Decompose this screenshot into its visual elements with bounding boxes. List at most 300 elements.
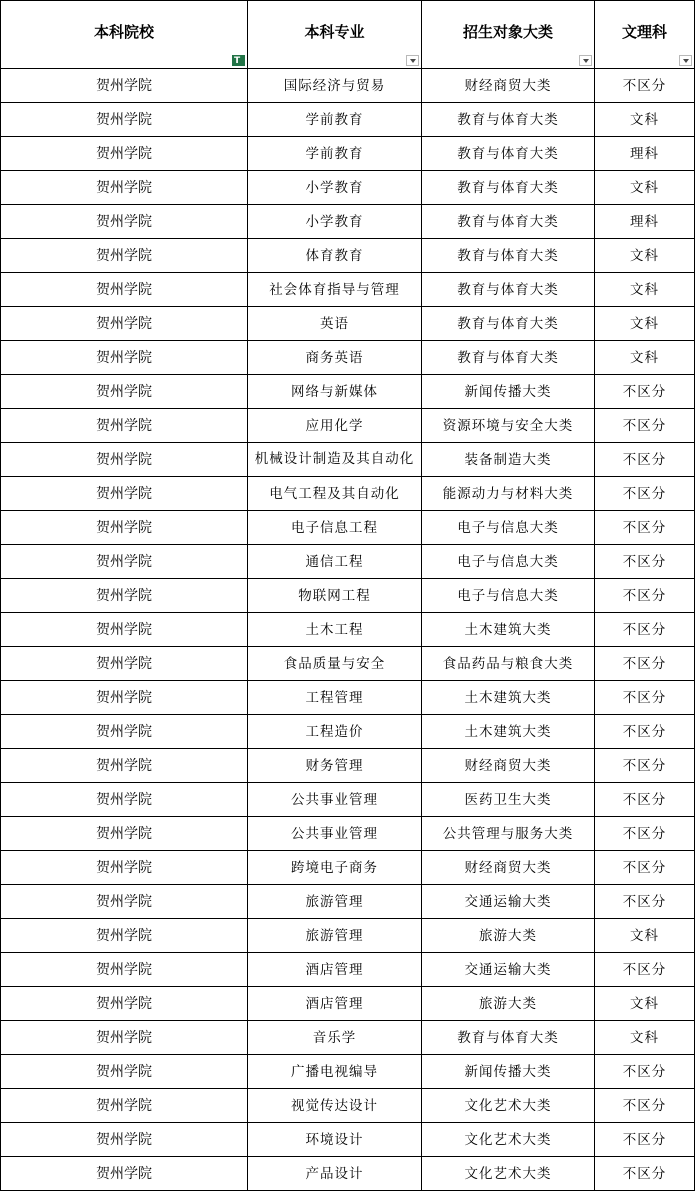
cell-major[interactable]: [248, 341, 422, 375]
cell-text: 不区分: [622, 961, 667, 978]
column-header-school[interactable]: [1, 1, 248, 69]
cell-school[interactable]: [1, 103, 248, 137]
cell-arts-science[interactable]: [595, 987, 695, 1021]
cell-arts-science[interactable]: [595, 1055, 695, 1089]
table-row: [1, 69, 695, 103]
cell-category[interactable]: [422, 545, 595, 579]
cell-arts-science[interactable]: [595, 273, 695, 307]
cell-text: 贺州学院: [96, 111, 152, 128]
cell-category[interactable]: [422, 477, 595, 511]
cell-category[interactable]: [422, 613, 595, 647]
cell-text: 文科: [630, 1029, 659, 1046]
table-row: [1, 137, 695, 171]
cell-arts-science[interactable]: [595, 477, 695, 511]
cell-text: 贺州学院: [96, 145, 152, 162]
cell-school[interactable]: [1, 477, 248, 511]
cell-text: 机械设计制造及其自动化: [254, 451, 415, 467]
cell-text: 学前教育: [305, 145, 364, 162]
cell-school[interactable]: [1, 919, 248, 953]
cell-arts-science[interactable]: [595, 103, 695, 137]
filter-active-icon[interactable]: [232, 55, 245, 66]
table-row: [1, 273, 695, 307]
cell-text: 旅游管理: [305, 927, 364, 944]
cell-text: 财经商贸大类: [464, 77, 552, 94]
table-row: [1, 1157, 695, 1191]
dropdown-arrow-icon[interactable]: [679, 55, 692, 66]
cell-text: 贺州学院: [96, 213, 152, 230]
cell-text: 贺州学院: [96, 281, 152, 298]
cell-major[interactable]: [248, 851, 422, 885]
cell-school[interactable]: [1, 1123, 248, 1157]
table-row: [1, 341, 695, 375]
cell-text: 食品药品与粮食大类: [442, 655, 574, 672]
cell-category[interactable]: [422, 783, 595, 817]
table-row: [1, 1123, 695, 1157]
cell-text: 电气工程及其自动化: [269, 485, 400, 502]
cell-school[interactable]: [1, 375, 248, 409]
cell-arts-science[interactable]: [595, 545, 695, 579]
cell-school[interactable]: [1, 783, 248, 817]
cell-arts-science[interactable]: [595, 783, 695, 817]
cell-school[interactable]: [1, 1055, 248, 1089]
cell-text: 应用化学: [305, 417, 364, 434]
cell-text: 不区分: [622, 485, 667, 502]
table-row: [1, 171, 695, 205]
cell-text: 小学教育: [305, 179, 364, 196]
cell-major[interactable]: [248, 205, 422, 239]
cell-category[interactable]: [422, 341, 595, 375]
table-row: [1, 1021, 695, 1055]
cell-category[interactable]: [422, 647, 595, 681]
cell-text: 贺州学院: [96, 1063, 152, 1080]
cell-major[interactable]: [248, 1123, 422, 1157]
cell-text: 贺州学院: [96, 247, 152, 264]
cell-major[interactable]: [248, 1021, 422, 1055]
table-row: [1, 885, 695, 919]
cell-text: 财经商贸大类: [464, 859, 552, 876]
cell-text: 贺州学院: [96, 859, 152, 876]
cell-text: 文科: [630, 179, 659, 196]
cell-major[interactable]: [248, 579, 422, 613]
column-header-label: 本科专业: [304, 23, 365, 41]
cell-category[interactable]: [422, 69, 595, 103]
cell-category[interactable]: [422, 749, 595, 783]
cell-text: 电子信息工程: [291, 519, 378, 536]
table-row: [1, 647, 695, 681]
cell-text: 社会体育指导与管理: [269, 281, 400, 298]
cell-major[interactable]: [248, 987, 422, 1021]
filter-glyph: T: [234, 56, 241, 66]
cell-text: 贺州学院: [96, 77, 152, 94]
cell-text: 食品质量与安全: [283, 655, 386, 672]
cell-arts-science[interactable]: [595, 1123, 695, 1157]
table-row: [1, 1055, 695, 1089]
cell-category[interactable]: [422, 919, 595, 953]
cell-category[interactable]: [422, 443, 595, 477]
cell-text: 新闻传播大类: [464, 383, 552, 400]
cell-text: 能源动力与材料大类: [442, 485, 574, 502]
table-body: [1, 69, 695, 1191]
cell-school[interactable]: [1, 987, 248, 1021]
cell-text: 贺州学院: [96, 723, 152, 740]
column-header-label: 本科院校: [93, 23, 154, 41]
cell-school[interactable]: [1, 817, 248, 851]
cell-text: 文科: [630, 995, 659, 1012]
cell-school[interactable]: [1, 205, 248, 239]
cell-text: 电子与信息大类: [457, 519, 559, 536]
cell-text: 贺州学院: [96, 893, 152, 910]
dropdown-arrow-icon[interactable]: [579, 55, 592, 66]
cell-school[interactable]: [1, 647, 248, 681]
cell-text: 交通运输大类: [464, 893, 552, 910]
column-header-label: 文理科: [621, 23, 667, 41]
cell-arts-science[interactable]: [595, 171, 695, 205]
dropdown-arrow-icon[interactable]: [406, 55, 419, 66]
cell-text: 学前教育: [305, 111, 364, 128]
cell-school[interactable]: [1, 851, 248, 885]
cell-category[interactable]: [422, 307, 595, 341]
cell-major[interactable]: [248, 443, 422, 477]
cell-text: 网络与新媒体: [291, 383, 378, 400]
cell-category[interactable]: [422, 1123, 595, 1157]
cell-text: 国际经济与贸易: [283, 77, 386, 94]
cell-text: 英语: [320, 315, 349, 332]
cell-text: 不区分: [622, 1063, 667, 1080]
cell-text: 医药卫生大类: [464, 791, 552, 808]
cell-text: 贺州学院: [96, 621, 152, 638]
cell-text: 不区分: [622, 417, 667, 434]
cell-school[interactable]: [1, 1089, 248, 1123]
cell-school[interactable]: [1, 1021, 248, 1055]
cell-text: 财务管理: [305, 757, 364, 774]
table-row: [1, 579, 695, 613]
table-row: [1, 851, 695, 885]
cell-arts-science[interactable]: [595, 137, 695, 171]
cell-school[interactable]: [1, 715, 248, 749]
cell-text: 广播电视编导: [291, 1063, 378, 1080]
cell-school[interactable]: [1, 307, 248, 341]
cell-text: 产品设计: [305, 1165, 364, 1182]
cell-text: 贺州学院: [96, 485, 152, 502]
column-header-label: 招生对象大类: [462, 23, 553, 41]
cell-category[interactable]: [422, 579, 595, 613]
cell-text: 酒店管理: [305, 961, 364, 978]
cell-major[interactable]: [248, 103, 422, 137]
cell-text: 文科: [630, 927, 659, 944]
cell-major[interactable]: [248, 1157, 422, 1191]
cell-text: 不区分: [622, 825, 667, 842]
cell-text: 旅游大类: [479, 995, 537, 1012]
cell-category[interactable]: [422, 817, 595, 851]
cell-arts-science[interactable]: [595, 1089, 695, 1123]
cell-text: 贺州学院: [96, 995, 152, 1012]
cell-text: 贺州学院: [96, 1097, 152, 1114]
cell-text: 商务英语: [305, 349, 364, 366]
table-row: [1, 307, 695, 341]
cell-school[interactable]: [1, 579, 248, 613]
cell-school[interactable]: [1, 681, 248, 715]
cell-school[interactable]: [1, 137, 248, 171]
cell-arts-science[interactable]: [595, 375, 695, 409]
cell-text: 不区分: [622, 723, 667, 740]
header-row: [1, 1, 695, 69]
cell-text: 贺州学院: [96, 791, 152, 808]
cell-text: 贺州学院: [96, 519, 152, 536]
cell-text: 环境设计: [305, 1131, 364, 1148]
cell-category[interactable]: [422, 205, 595, 239]
cell-major[interactable]: [248, 919, 422, 953]
table-row: [1, 681, 695, 715]
cell-text: 不区分: [622, 587, 667, 604]
cell-text: 不区分: [622, 655, 667, 672]
cell-text: 教育与体育大类: [457, 1029, 559, 1046]
cell-school[interactable]: [1, 69, 248, 103]
cell-text: 贺州学院: [96, 349, 152, 366]
cell-text: 公共事业管理: [291, 791, 378, 808]
table-row: [1, 375, 695, 409]
cell-major[interactable]: [248, 885, 422, 919]
cell-category[interactable]: [422, 171, 595, 205]
cell-category[interactable]: [422, 511, 595, 545]
cell-text: 旅游管理: [305, 893, 364, 910]
cell-arts-science[interactable]: [595, 1021, 695, 1055]
cell-major[interactable]: [248, 749, 422, 783]
cell-text: 贺州学院: [96, 825, 152, 842]
cell-arts-science[interactable]: [595, 511, 695, 545]
cell-arts-science[interactable]: [595, 1157, 695, 1191]
cell-text: 公共管理与服务大类: [442, 825, 574, 842]
cell-text: 不区分: [622, 859, 667, 876]
cell-text: 贺州学院: [96, 1165, 152, 1182]
table-row: [1, 749, 695, 783]
cell-text: 不区分: [622, 893, 667, 910]
cell-arts-science[interactable]: [595, 885, 695, 919]
cell-text: 文科: [630, 315, 659, 332]
cell-text: 贺州学院: [96, 1131, 152, 1148]
cell-category[interactable]: [422, 953, 595, 987]
cell-text: 跨境电子商务: [291, 859, 378, 876]
cell-major[interactable]: [248, 477, 422, 511]
cell-text: 土木工程: [305, 621, 364, 638]
cell-school[interactable]: [1, 171, 248, 205]
cell-category[interactable]: [422, 681, 595, 715]
table-row: [1, 205, 695, 239]
cell-text: 不区分: [622, 451, 667, 468]
cell-arts-science[interactable]: [595, 817, 695, 851]
cell-arts-science[interactable]: [595, 341, 695, 375]
cell-major[interactable]: [248, 715, 422, 749]
cell-school[interactable]: [1, 443, 248, 477]
cell-text: 土木建筑大类: [464, 689, 552, 706]
cell-major[interactable]: [248, 817, 422, 851]
cell-arts-science[interactable]: [595, 307, 695, 341]
cell-text: 不区分: [622, 1131, 667, 1148]
cell-major[interactable]: [248, 511, 422, 545]
cell-text: 贺州学院: [96, 315, 152, 332]
cell-text: 工程造价: [305, 723, 364, 740]
cell-school[interactable]: [1, 341, 248, 375]
table-row: [1, 919, 695, 953]
cell-text: 旅游大类: [479, 927, 537, 944]
cell-major[interactable]: [248, 375, 422, 409]
cell-text: 教育与体育大类: [457, 213, 559, 230]
cell-text: 视觉传达设计: [291, 1097, 378, 1114]
cell-major[interactable]: [248, 409, 422, 443]
table-row: [1, 103, 695, 137]
cell-category[interactable]: [422, 1055, 595, 1089]
cell-text: 贺州学院: [96, 689, 152, 706]
cell-text: 电子与信息大类: [457, 587, 559, 604]
cell-school[interactable]: [1, 511, 248, 545]
cell-category[interactable]: [422, 851, 595, 885]
cell-text: 贺州学院: [96, 553, 152, 570]
cell-text: 教育与体育大类: [457, 349, 559, 366]
cell-major[interactable]: [248, 171, 422, 205]
cell-category[interactable]: [422, 273, 595, 307]
cell-school[interactable]: [1, 1157, 248, 1191]
cell-school[interactable]: [1, 273, 248, 307]
table-row: [1, 511, 695, 545]
cell-arts-science[interactable]: [595, 579, 695, 613]
cell-arts-science[interactable]: [595, 715, 695, 749]
column-header-arts-science[interactable]: [595, 1, 695, 69]
cell-text: 不区分: [622, 1097, 667, 1114]
cell-category[interactable]: [422, 715, 595, 749]
cell-text: 理科: [630, 145, 659, 162]
cell-category[interactable]: [422, 239, 595, 273]
table-row: [1, 953, 695, 987]
cell-arts-science[interactable]: [595, 443, 695, 477]
cell-category[interactable]: [422, 137, 595, 171]
cell-text: 音乐学: [312, 1029, 357, 1046]
cell-category[interactable]: [422, 375, 595, 409]
cell-arts-science[interactable]: [595, 613, 695, 647]
cell-major[interactable]: [248, 69, 422, 103]
cell-text: 不区分: [622, 77, 667, 94]
cell-text: 体育教育: [305, 247, 364, 264]
cell-arts-science[interactable]: [595, 69, 695, 103]
cell-major[interactable]: [248, 545, 422, 579]
cell-major[interactable]: [248, 273, 422, 307]
cell-major[interactable]: [248, 1089, 422, 1123]
cell-text: 贺州学院: [96, 451, 152, 468]
cell-major[interactable]: [248, 783, 422, 817]
cell-category[interactable]: [422, 987, 595, 1021]
cell-major[interactable]: [248, 307, 422, 341]
cell-category[interactable]: [422, 409, 595, 443]
cell-text: 不区分: [622, 791, 667, 808]
cell-major[interactable]: [248, 137, 422, 171]
cell-arts-science[interactable]: [595, 647, 695, 681]
cell-school[interactable]: [1, 885, 248, 919]
cell-text: 文科: [630, 111, 659, 128]
cell-category[interactable]: [422, 1021, 595, 1055]
cell-school[interactable]: [1, 749, 248, 783]
cell-text: 贺州学院: [96, 655, 152, 672]
cell-arts-science[interactable]: [595, 749, 695, 783]
cell-text: 文化艺术大类: [464, 1097, 552, 1114]
cell-school[interactable]: [1, 953, 248, 987]
column-header-category[interactable]: [422, 1, 595, 69]
cell-arts-science[interactable]: [595, 919, 695, 953]
cell-text: 贺州学院: [96, 1029, 152, 1046]
cell-text: 贺州学院: [96, 927, 152, 944]
cell-text: 贺州学院: [96, 383, 152, 400]
cell-major[interactable]: [248, 681, 422, 715]
cell-major[interactable]: [248, 647, 422, 681]
cell-text: 小学教育: [305, 213, 364, 230]
cell-text: 教育与体育大类: [457, 315, 559, 332]
cell-text: 贺州学院: [96, 179, 152, 196]
cell-text: 不区分: [622, 689, 667, 706]
cell-arts-science[interactable]: [595, 851, 695, 885]
cell-text: 文科: [630, 281, 659, 298]
column-header-major[interactable]: [248, 1, 422, 69]
cell-text: 工程管理: [305, 689, 364, 706]
cell-text: 教育与体育大类: [457, 281, 559, 298]
cell-text: 新闻传播大类: [464, 1063, 552, 1080]
cell-text: 物联网工程: [298, 587, 371, 604]
cell-text: 酒店管理: [305, 995, 364, 1012]
cell-category[interactable]: [422, 103, 595, 137]
cell-text: 土木建筑大类: [464, 621, 552, 638]
table-row: [1, 239, 695, 273]
cell-text: 贺州学院: [96, 417, 152, 434]
cell-text: 财经商贸大类: [464, 757, 552, 774]
cell-major[interactable]: [248, 953, 422, 987]
cell-text: 教育与体育大类: [457, 179, 559, 196]
table-row: [1, 443, 695, 477]
cell-major[interactable]: [248, 613, 422, 647]
cell-category[interactable]: [422, 885, 595, 919]
cell-text: 装备制造大类: [464, 451, 552, 468]
cell-arts-science[interactable]: [595, 239, 695, 273]
table-row: [1, 783, 695, 817]
cell-text: 教育与体育大类: [457, 145, 559, 162]
cell-major[interactable]: [248, 239, 422, 273]
cell-text: 贺州学院: [96, 961, 152, 978]
cell-arts-science[interactable]: [595, 409, 695, 443]
table-row: [1, 545, 695, 579]
cell-text: 不区分: [622, 553, 667, 570]
cell-category[interactable]: [422, 1157, 595, 1191]
cell-text: 土木建筑大类: [464, 723, 552, 740]
table-row: [1, 715, 695, 749]
table-row: [1, 987, 695, 1021]
cell-arts-science[interactable]: [595, 953, 695, 987]
cell-major[interactable]: [248, 1055, 422, 1089]
cell-arts-science[interactable]: [595, 205, 695, 239]
cell-text: 教育与体育大类: [457, 111, 559, 128]
cell-school[interactable]: [1, 545, 248, 579]
cell-school[interactable]: [1, 613, 248, 647]
cell-text: 文化艺术大类: [464, 1131, 552, 1148]
cell-text: 交通运输大类: [464, 961, 552, 978]
cell-school[interactable]: [1, 239, 248, 273]
cell-text: 通信工程: [305, 553, 364, 570]
cell-text: 理科: [630, 213, 659, 230]
table-row: [1, 477, 695, 511]
cell-text: 资源环境与安全大类: [442, 417, 574, 434]
cell-category[interactable]: [422, 1089, 595, 1123]
table-row: [1, 409, 695, 443]
cell-text: 文化艺术大类: [464, 1165, 552, 1182]
cell-arts-science[interactable]: [595, 681, 695, 715]
cell-school[interactable]: [1, 409, 248, 443]
cell-text: 不区分: [622, 1165, 667, 1182]
cell-text: 教育与体育大类: [457, 247, 559, 264]
cell-text: 贺州学院: [96, 757, 152, 774]
